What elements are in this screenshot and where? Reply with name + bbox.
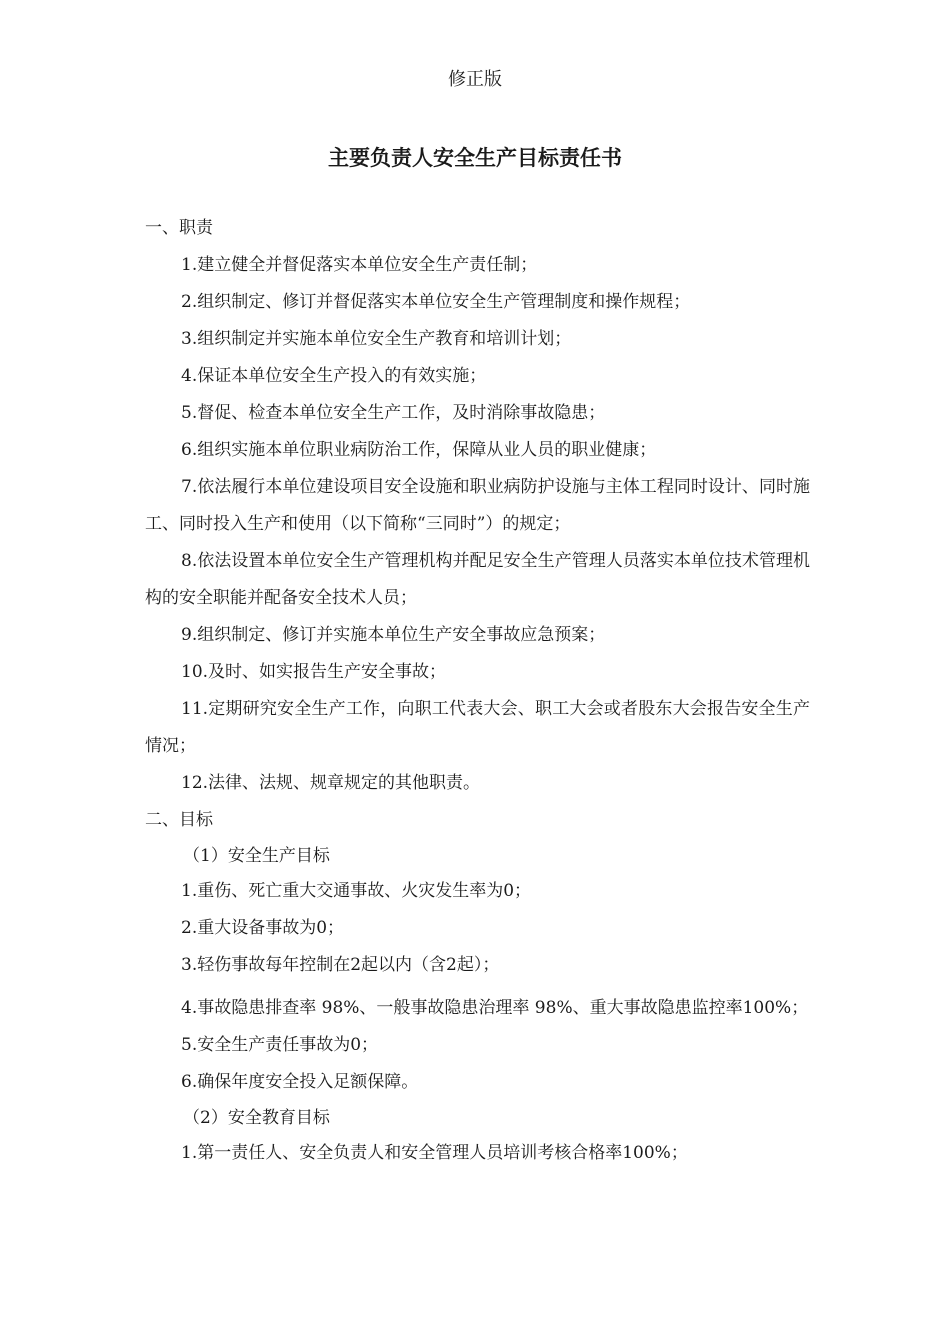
duty-item: 7.依法履行本单位建设项目安全设施和职业病防护设施与主体工程同时设计、同时施工、同时投入生产和使用（以下简称“三同时”）的规定；: [145, 477, 810, 534]
duty-item: 8.依法设置本单位安全生产管理机构并配足安全生产管理人员落实本单位技术管理机构的安全职能并配备安全技术人员；: [145, 551, 810, 608]
goal-item: 1.重伤、死亡重大交通事故、火灾发生率为0；: [181, 881, 532, 901]
duty-item: 6.组织实施本单位职业病防治工作，保障从业人员的职业健康；: [181, 440, 657, 460]
duty-item: 12.法律、法规、规章规定的其他职责。: [181, 773, 481, 793]
document-body: [145, 210, 810, 1172]
revision-label: 修正版: [448, 69, 502, 90]
duty-item: 1.建立健全并督促落实本单位安全生产责任制；: [181, 255, 538, 275]
duty-item: 3.组织制定并实施本单位安全生产教育和培训计划；: [181, 329, 572, 349]
goal-item: 6.确保年度安全投入足额保障。: [181, 1072, 419, 1092]
subsection-heading-safety-production: （1）安全生产目标: [183, 846, 330, 866]
duty-item: 5.督促、检查本单位安全生产工作，及时消除事故隐患；: [181, 403, 606, 423]
duty-item: 10.及时、如实报告生产安全事故；: [181, 662, 447, 682]
duty-item: 11.定期研究安全生产工作，向职工代表大会、职工大会或者股东大会报告安全生产情况；: [145, 699, 810, 756]
goal-item: 4.事故隐患排查率 98%、一般事故隐患治理率 98%、重大事故隐患监控率100%；: [181, 998, 809, 1018]
duty-item: 9.组织制定、修订并实施本单位生产安全事故应急预案；: [181, 625, 606, 645]
section-heading-duties: 一、职责: [145, 218, 213, 238]
goal-item: 2.重大设备事故为0；: [181, 918, 345, 938]
goal-item: 3.轻伤事故每年控制在2起以内（含2起）；: [181, 955, 500, 975]
subsection-heading-safety-education: （2）安全教育目标: [183, 1108, 330, 1128]
goal-item: 1.第一责任人、安全负责人和安全管理人员培训考核合格率100%；: [181, 1143, 688, 1163]
duty-item: 4.保证本单位安全生产投入的有效实施；: [181, 366, 487, 386]
section-heading-goals: 二、目标: [145, 810, 213, 830]
duty-item: 2.组织制定、修订并督促落实本单位安全生产管理制度和操作规程；: [181, 292, 691, 312]
goal-item: 5.安全生产责任事故为0；: [181, 1035, 379, 1055]
document-title: 主要负责人安全生产目标责任书: [328, 146, 622, 170]
